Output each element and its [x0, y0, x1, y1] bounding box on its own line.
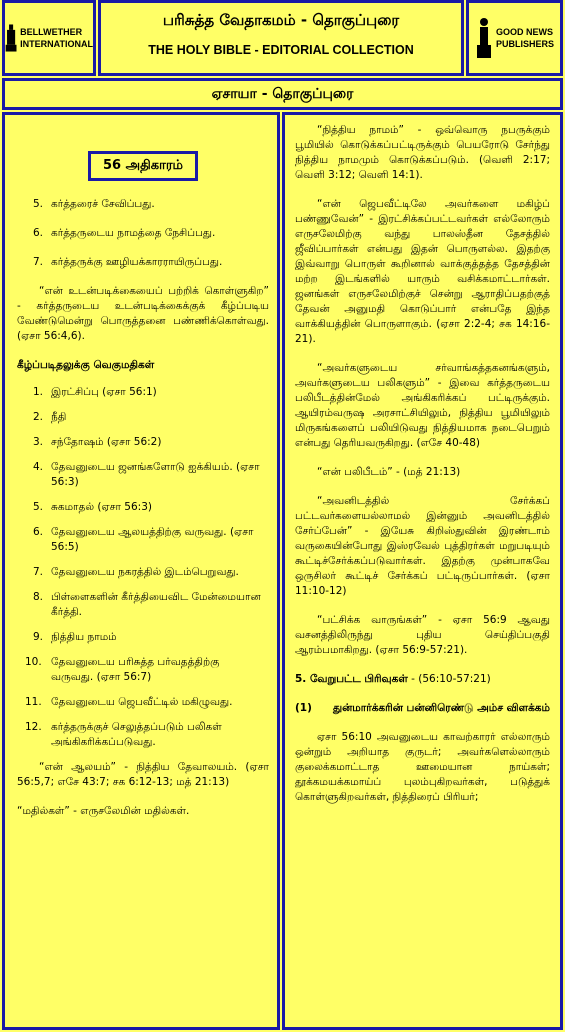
eternal-name-paragraph: “நித்திய நாமம்” - ஒவ்வொரு நபருக்கும் பூமியில் கொடுக்கப்பட்டிருக்கும் பெயரோடு சேர்ந்து நித்திய நாமமும் கொடுக்கப்படும். (வெளி 2:17; வெளி 3:12; வெளி 14:1). [295, 124, 550, 181]
right-logo-line2: PUBLISHERS [495, 39, 554, 49]
rewards-list [17, 385, 269, 750]
section-heading [295, 672, 550, 687]
list-item: 8. பிள்ளைகளின் கீர்த்தியைவிட மேன்மையான கீர்த்தி. [33, 591, 261, 618]
left-logo-line2: INTERNATIONAL [20, 39, 93, 49]
good-news-logo-box [466, 0, 563, 76]
devour-paragraph: “பட்சிக்க வாருங்கள்” - ஏசா 56:9 ஆவது வசனத்திலிருந்து புதிய செய்திப்பகுதி ஆரம்பமாகிறது. (ஏசா 56:9-57:21). [295, 614, 550, 656]
list-item: 4. தேவனுடைய ஜனங்களோடு ஐக்கியம். (ஏசா 56:3) [33, 461, 260, 488]
bellwether-logo [5, 3, 93, 73]
gathering-paragraph: “அவனிடத்தில் சேர்க்கப் பட்டவர்களையல்லாமல் இன்னும் அவனிடத்தில் சேர்ப்பேன்” - இயேசு கிறிஸ்துவின் இரண்டாம் வருகையின்போது இஸ்ரவேல் புத்திரர்கள் மறுபடியும் கூட்டிச்சேர்க்கப்படுவார்கள். இதற்கு முன்பாகவே ஒருசிலர் கூட்டிச் சேர்க்கப் பட்டிருப்பார்கள். (ஏசா 11:10-12) [295, 495, 550, 597]
good-news-figure-icon [475, 16, 493, 60]
list-item: 2. நீதி [33, 411, 67, 423]
right-column [282, 112, 563, 1030]
list-item: 12. கர்த்தருக்குச் செலுத்தப்படும் பலிகள் அங்கிகரிக்கப்படுவது. [25, 721, 222, 748]
bellwether-sheep-icon [5, 16, 17, 60]
left-logo-line1: BELLWETHER [20, 27, 83, 37]
list-item: 9. நித்திய நாமம் [33, 631, 117, 643]
subsection-title: துன்மார்க்கரின் பன்னிரெண்டு அம்ச விளக்கம் [333, 702, 550, 714]
header-title-box [98, 0, 464, 76]
watchmen-paragraph: ஏசா 56:10 அவனுடைய காவற்காரர் எல்லாரும் ஒன்றும் அறியாத குருடர்; அவர்களெல்லாரும் குலைக்கமாட்டாத ஊமையான நாய்கள்; தூக்கமயக்கமாய்ப் புலம்புகிறவர்கள், படுத்துக் கொள்ளுகிறவர்கள், நித்திரைப் பிரியர்; [295, 731, 550, 803]
offerings-paragraph: “அவர்களுடைய சர்வாங்கத்தகனங்களும், அவர்களுடைய பலிகளும்” - இவை கர்த்தருடைய பலிபீடத்தின்மேல் அங்கிகரிக்கப் பட்டிருக்கும். ஆயிரம்வருஷ அரசாட்சியிலும், நித்திய பூமியிலும் மிருகங்களைப் பலியிடுவது நித்தியமாக நடைபெறும் என்பது தெரியவருகிறது. (எசே 40-48) [295, 362, 550, 449]
left-column [2, 112, 280, 1030]
title-english: THE HOLY BIBLE - EDITORIAL COLLECTION [148, 43, 414, 57]
list-item: 11. தேவனுடைய ஜெபவீட்டில் மகிழுவது. [25, 696, 233, 708]
list-item: 7. கர்த்தருக்கு ஊழியக்காரராயிருப்பது. [33, 256, 223, 268]
title-tamil: பரிசுத்த வேதாகமம் - தொகுப்புரை [162, 11, 400, 29]
altar-paragraph: “என் பலிபீடம்” - (மத் 21:13) [317, 466, 461, 478]
list-item: 3. சந்தோஷம் (ஏசா 56:2) [33, 436, 162, 448]
list-item: 6. கர்த்தருடைய நாமத்தை நேசிப்பது. [33, 227, 216, 239]
section-heading-title: 5. வேறுபட்ட பிரிவுகள் [295, 673, 408, 685]
subsection-number: (1) [295, 702, 312, 714]
right-logo-line1: GOOD NEWS [495, 27, 553, 37]
list-item: 7. தேவனுடைய நகரத்தில் இடம்பெறுவது. [33, 566, 239, 578]
walls-paragraph: “மதில்கள்” - எருசலேமின் மதில்கள். [17, 805, 190, 817]
covenant-paragraph: “என் உடன்படிக்கையைப் பற்றிக் கொள்ளுகிற” - கர்த்தருடைய உடன்படிக்கைக்குக் கீழ்ப்படிய வேண்டுமென்று பொருத்தனை பண்ணிக்கொள்வது. (ஏசா 56:4,6). [17, 285, 269, 342]
temple-paragraph: “என் ஆலயம்” - நித்திய தேவாலயம். (ஏசா 56:5,7; எசே 43:7; சக 6:12-13; மத் 21:13) [17, 761, 269, 788]
good-news-logo [469, 3, 560, 73]
chapter-heading: 56 அதிகாரம் [88, 151, 198, 181]
bellwether-logo-box [2, 0, 96, 76]
list-item: 5. சுகமாதல் (ஏசா 56:3) [33, 501, 152, 513]
list-item: 10. தேவனுடைய பரிசுத்த பர்வதத்திற்கு வருவது. (ஏசா 56:7) [25, 656, 220, 683]
section-subtitle: ஏசாயா - தொகுப்புரை [2, 78, 563, 110]
subsection-heading [295, 701, 550, 716]
list-item: 5. கர்த்தரைச் சேவிப்பது. [33, 198, 155, 210]
list-item: 1. இரட்சிப்பு (ஏசா 56:1) [33, 386, 157, 398]
service-list [17, 197, 269, 270]
rewards-heading: கீழ்ப்படிதலுக்கு வெகுமதிகள் [17, 359, 155, 371]
section-heading-ref: - (56:10-57:21) [407, 673, 491, 685]
list-item: 6. தேவனுடைய ஆலயத்திற்கு வருவது. (ஏசா 56:5) [33, 526, 254, 553]
house-of-prayer-paragraph: “என் ஜெபவீட்டிலே அவர்களை மகிழ்ப் பண்ணுவேன்” - இரட்சிக்கப்பட்டவர்கள் எல்லோரும் எருசலேமிற்கு வந்து பாலஸ்தீன தேசத்தில் ஜீவிப்பார்கள் என்பது இதன் பொருளல்ல. இதற்கு இவ்வாறு பொருள் கூறினால் வாக்குத்தத்த தேசத்தின் மற்ற இடங்களில் யாரும் வசிக்கமாட்டார்கள். ஜனங்கள் எருசலேமிற்குச் சென்று ஆராதிப்பதற்குத் தேவன் அனுமதி கொடுப்பார் என்பதே இந்த வாக்கியத்தின் பொருளாகும். (ஏசா 2:2-4; சக 14:16-21). [295, 198, 550, 345]
